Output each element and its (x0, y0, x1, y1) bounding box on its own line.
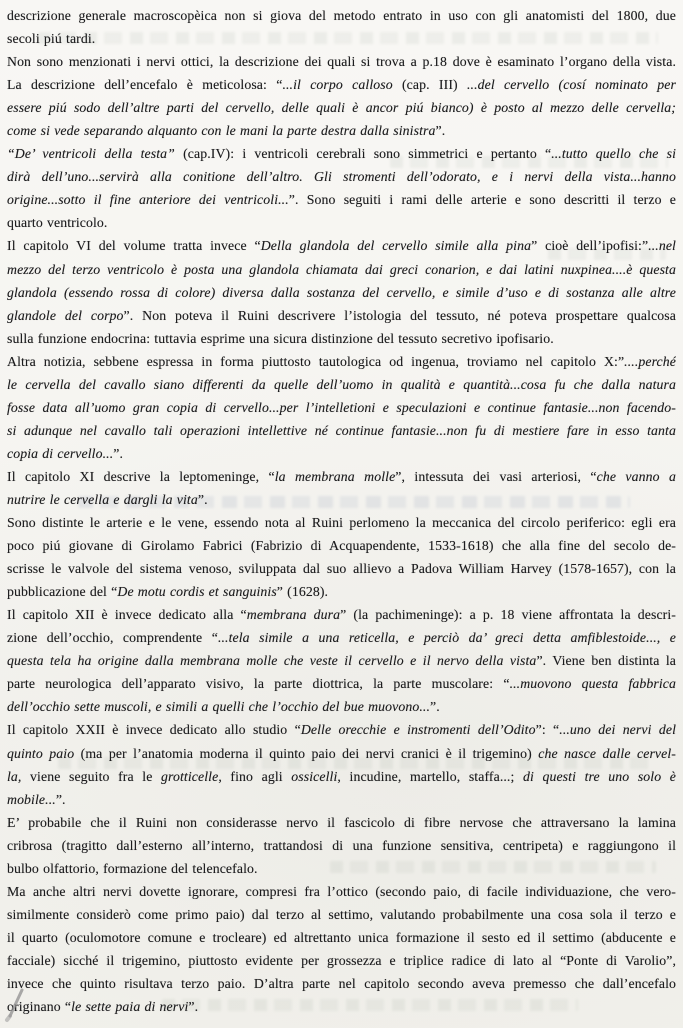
document-text (7, 4, 676, 1018)
body-text: similmente considerò come primo paio) dal terzo al settimo, valutando probabilmente una cosa sola il terzo e (7, 906, 676, 922)
quoted-italic-text: ...del cervello (cosí nominato per (466, 77, 676, 93)
body-text: ”. Non poteva il Ruini descrivere l’istologia del tessuto, né poteva prospettare qualcosa (123, 307, 676, 323)
quoted-italic-text: membrana dura (246, 607, 341, 623)
text-line (7, 465, 676, 488)
body-text: bulbo olfattorio, formazione del telencefalo. (7, 860, 258, 876)
body-text: facciale) sicché il trigemino, piuttosto evidente per grossezza e triplice radice di lato al “Ponte di Varolio”, (7, 952, 676, 968)
body-text: Il capitolo XXII è invece dedicato allo studio “ (7, 722, 301, 738)
quoted-italic-text: che nasce dalle cervel- (538, 745, 676, 761)
body-text: quarto ventricolo. (7, 215, 108, 231)
body-text: (ma per l’anatomia moderna il quinto paio dei nervi cranici è il trigemino) (74, 745, 539, 761)
body-text: ”. (430, 699, 440, 715)
text-line (7, 834, 676, 857)
text-line (7, 788, 676, 811)
text-line (7, 926, 676, 949)
body-text: Sono distinte le arterie e le vene, essendo nota al Ruini perlomeno la meccanica del circolo periferico: egli era (7, 515, 676, 531)
text-line (7, 603, 676, 626)
body-text: ” (la pachimeninge): a p. 18 viene affrontata la descri- (340, 607, 676, 623)
text-line (7, 258, 676, 281)
body-text: Ma anche altri nervi dovette ignorare, compresi fra l’ottico (secondo paio, di facile individuazione, che vero- (7, 883, 676, 899)
text-line (7, 511, 676, 534)
quoted-italic-text: ...uno dei nervi del (559, 722, 676, 738)
text-line (7, 50, 676, 73)
text-line (7, 327, 676, 350)
text-line (7, 350, 676, 373)
quoted-italic-text: questa tela ha origine dalla membrana molle che veste il cervello e il nervo della vista (7, 653, 537, 669)
quoted-italic-text: glandole del corpo (7, 307, 124, 323)
quoted-italic-text: di questi tre uno solo è (522, 768, 676, 784)
body-text: Il capitolo XII è invece dedicato alla “ (7, 607, 247, 623)
body-text: ”. Viene ben distinta la (536, 653, 676, 669)
text-line (7, 695, 676, 718)
text-line (7, 119, 676, 142)
body-text: scrisse le valvole del sistema venoso, sviluppata dal suo allievo a Padova William Harvey (1578-1657), con la (7, 561, 676, 577)
quoted-italic-text: ...muovono questa fabbrica (509, 676, 676, 692)
body-text: parte neurologica dell’apparato visivo, la parte diottrica, la parte muscolare: “ (7, 676, 510, 692)
body-text: invece che quinto risultava terzo paio. D’altra parte nel capitolo secondo aveva premesso che dall’encefalo (7, 975, 676, 991)
body-text: originano “ (7, 999, 72, 1015)
quoted-italic-text: origine...sotto il fine anteriore dei ventricoli... (7, 192, 289, 208)
quoted-italic-text: ...il corpo calloso (282, 77, 393, 93)
text-line (7, 4, 676, 27)
text-line (7, 672, 676, 695)
quoted-italic-text: la membrana molle (274, 468, 396, 484)
body-text: (cap.IV): i ventricoli cerebrali sono simmetrici e pertanto “ (174, 146, 552, 162)
text-line (7, 281, 676, 304)
quoted-italic-text: ...nel (648, 238, 676, 254)
text-line (7, 995, 676, 1018)
text-line (7, 857, 676, 880)
body-text: ”. (188, 999, 199, 1015)
body-text: Altra notizia, sebbene espressa in forma piuttosto tautologica od ingenua, troviamo nel capitolo X:” (7, 353, 625, 369)
text-line (7, 96, 676, 119)
body-text: il quarto (oculomotore comune e trocleare) ed altrettanto unica formazione il sesto ed il settimo (abducente e (7, 929, 676, 945)
text-line (7, 165, 676, 188)
quoted-italic-text: che vanno a (596, 468, 676, 484)
text-line (7, 373, 676, 396)
quoted-italic-text: dirà dell’uno...servirà alla conitione dell’altro. Gli stromenti dell’odorato, e i nervi della vista...hanno (7, 169, 676, 185)
text-line (7, 718, 676, 741)
quoted-italic-text: nutrire le cervella e dargli la vita (7, 491, 198, 507)
quoted-italic-text: essere piú sodo dell’altre parti del cervello, delle quali è ancor piú bianco) è posto al mezzo delle cervella; (7, 100, 676, 116)
text-line (7, 142, 676, 165)
body-text: pubblicazione del “ (7, 584, 118, 600)
text-line (7, 649, 676, 672)
quoted-italic-text: fosse data all’uomo gran copia di cervello...per l’intelletioni e speculazioni e continue fantasie...non facendo- (7, 399, 676, 415)
body-text: ”: “ (535, 722, 560, 738)
body-text: sulla funzione endocrina: tuttavia esprime una sicura distinzione del tessuto secretivo ipofisario. (7, 330, 554, 346)
quoted-italic-text: si adunque nel cavallo tali operazioni intellettive né continue fantasie...non fu di mestiere fare in esso tanta (7, 422, 676, 438)
body-text: Il capitolo XI descrive la leptomeninge, “ (7, 468, 275, 484)
text-line (7, 73, 676, 96)
body-text: viene seguito fra le (21, 768, 162, 784)
quoted-italic-text: De motu cordis et sanguinis (117, 584, 277, 600)
body-text: poco piú giovane di Girolamo Fabrici (Fabrizio di Acquapendente, 1533-1618) che alla fine del secolo de- (7, 538, 676, 554)
text-line (7, 580, 676, 603)
quoted-italic-text: come si vede separando alquanto con le mani la parte destra dalla sinistra (7, 123, 436, 139)
body-text: ”. (197, 491, 208, 507)
text-line (7, 488, 676, 511)
text-line (7, 626, 676, 649)
body-text: La descrizione dell’encefalo è meticolosa: “ (7, 77, 283, 93)
text-line (7, 811, 676, 834)
body-text: ”. (435, 123, 446, 139)
body-text: secoli piú tardi. (7, 31, 96, 47)
body-text: descrizione generale macroscopèica non si giova del metodo entrato in uso con gli anatomisti del 1800, due (7, 8, 676, 23)
quoted-italic-text: ossicelli (291, 768, 338, 784)
quoted-italic-text: mobile... (7, 791, 56, 807)
text-line (7, 903, 676, 926)
quoted-italic-text: mezzo del terzo ventricolo è posta una glandola chiamata dai greci conarion, e dai latini nuxpinea....è questa (7, 261, 676, 277)
quoted-italic-text: grotticelle (161, 768, 219, 784)
body-text: (cap. III) (392, 77, 467, 93)
quoted-italic-text: glandola (essendo rossa di colore) diversa dalla sostanza del cervello, e simile d’uso e di sostanza alle altre (7, 284, 676, 300)
text-line (7, 765, 676, 788)
body-text: Il capitolo VI del volume tratta invece “ (7, 238, 261, 254)
text-line (7, 234, 676, 257)
text-line (7, 304, 676, 327)
body-text: ”. Sono seguiti i rami delle arterie e sono descritti il terzo e (288, 192, 676, 208)
body-text: cribrosa (tragitto dall’esterno all’interno, trattandosi di una funzione sensitiva, centripeta) e raggiungono il (7, 837, 676, 853)
body-text: , incudine, martello, staffa...; (337, 768, 523, 784)
quoted-italic-text: Della glandola del cervello simile alla pina (260, 238, 532, 254)
body-text: Non sono menzionati i nervi ottici, la descrizione dei quali si trova a p.18 dove è esaminato l’organo della vista. (7, 54, 676, 70)
quoted-italic-text: quinto paio (7, 745, 75, 761)
quoted-italic-text: “De’ ventricoli della testa” (7, 146, 175, 162)
body-text: E’ probabile che il Ruini non considerasse nervo il fascicolo di fibre nervose che attraversano la lamina (7, 814, 676, 830)
text-line (7, 27, 676, 50)
body-text: zione dell’occhio, comprendente “ (7, 630, 218, 646)
text-line (7, 972, 676, 995)
quoted-italic-text: le cervella del cavallo siano differenti da quelle dell’uomo in qualità e quantità...cosa fu che dalla natura (7, 376, 676, 392)
body-text: ” cioè dell’ipofisi:” (531, 238, 649, 254)
text-line (7, 949, 676, 972)
text-line (7, 211, 676, 234)
text-line (7, 396, 676, 419)
quoted-italic-text: dell’occhio sette muscoli, e simili a quelli che l’occhio del bue muovono... (7, 699, 431, 715)
body-text: ”, intessuta dei vasi arteriosi, “ (395, 468, 597, 484)
body-text: ”. (113, 445, 124, 461)
quoted-italic-text: la, (7, 768, 22, 784)
quoted-italic-text: Delle orecchie e instromenti dell’Odito (300, 722, 536, 738)
quoted-italic-text: copia di cervello... (7, 445, 114, 461)
text-line (7, 742, 676, 765)
quoted-italic-text: ....perché (624, 353, 676, 369)
quoted-italic-text: le sette paia di nervi (71, 999, 189, 1015)
quoted-italic-text: ...tela simile a una reticella, e perciò da’ greci detta amfiblestoide..., e (217, 630, 676, 646)
body-text: ”. (55, 791, 66, 807)
body-text: , fino agli (218, 768, 292, 784)
quoted-italic-text: ...tutto quello che si (551, 146, 676, 162)
text-line (7, 188, 676, 211)
text-line (7, 442, 676, 465)
body-text: ” (1628). (276, 584, 329, 600)
text-line (7, 534, 676, 557)
text-line (7, 419, 676, 442)
text-line (7, 557, 676, 580)
text-line (7, 880, 676, 903)
